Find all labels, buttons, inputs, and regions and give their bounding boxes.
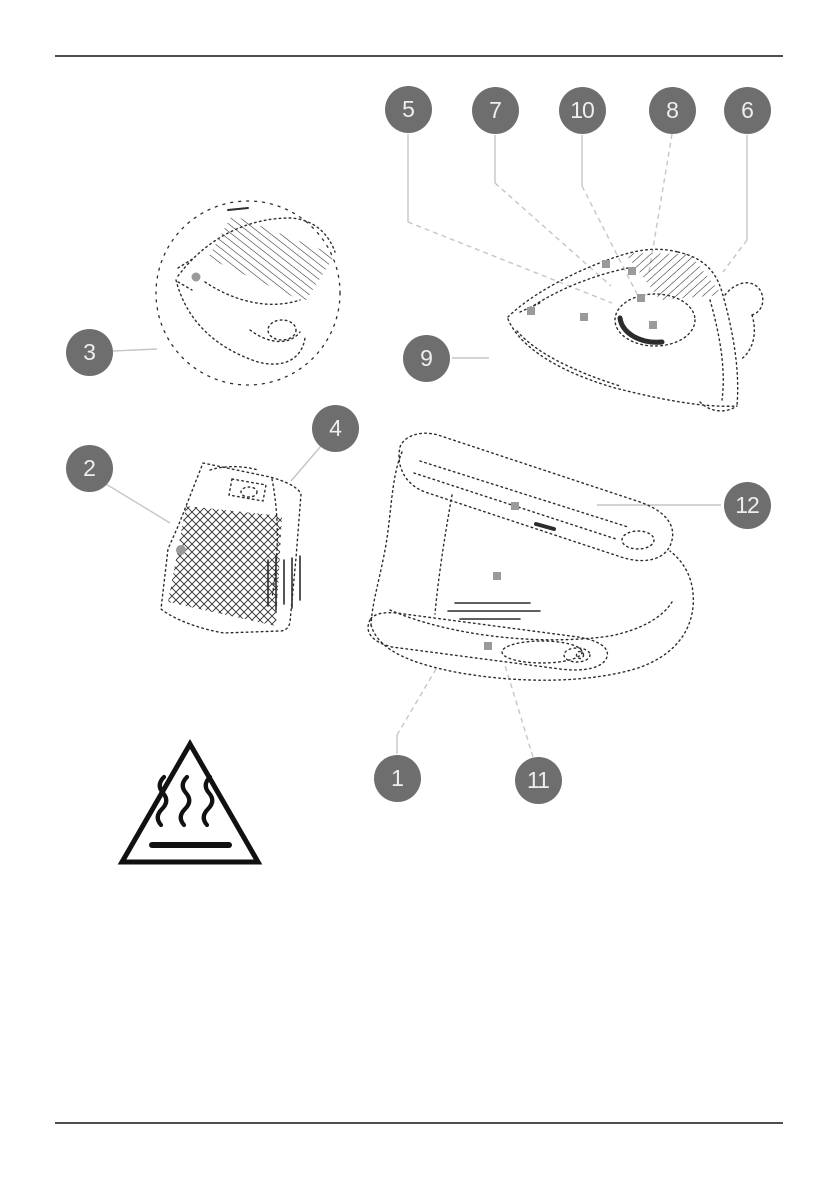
callout-2: 2 [66,445,113,492]
callout-12: 12 [724,482,771,529]
callout-9: 9 [403,335,450,382]
callout-1: 1 [374,755,421,802]
callout-5: 5 [385,86,432,133]
callout-6: 6 [724,87,771,134]
callout-7: 7 [472,87,519,134]
callout-10: 10 [559,87,606,134]
bottom-rule [55,1122,783,1124]
callout-3: 3 [66,329,113,376]
callout-8: 8 [649,87,696,134]
callout-4: 4 [312,405,359,452]
callout-11: 11 [515,757,562,804]
